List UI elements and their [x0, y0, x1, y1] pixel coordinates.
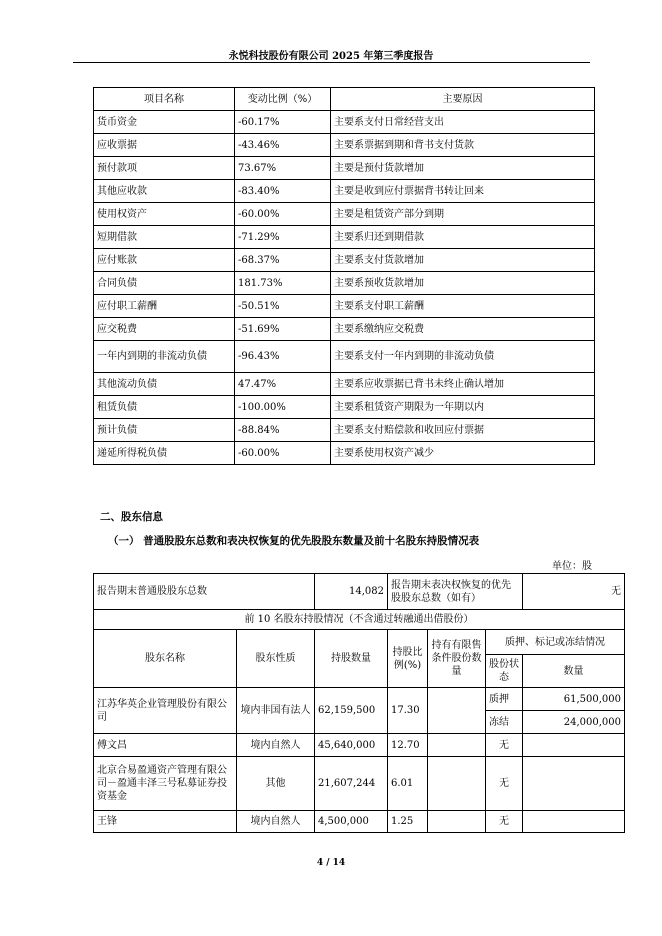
- holder-name: 北京合易盈通资产管理有限公司－盈通丰泽三号私募证券投资基金: [94, 757, 237, 811]
- holder-ratio: 1.25: [388, 811, 428, 833]
- row-reason: 主要系使用权资产减少: [331, 442, 595, 465]
- row-item-name: 使用权资产: [94, 203, 235, 226]
- col-header-status: 股份状态: [486, 655, 523, 688]
- header-divider: [73, 62, 590, 63]
- holder-qty: [523, 734, 625, 757]
- row-reason: 主要系支付一年内到期的非流动负债: [331, 341, 595, 373]
- row-change-ratio: -96.43%: [235, 341, 331, 373]
- row-reason: 主要系预收货款增加: [331, 272, 595, 295]
- page-header-title: 永悦科技股份有限公司 2025 年第三季度报告: [228, 51, 434, 62]
- unit-label: 单位：股: [552, 561, 592, 572]
- table-row: [94, 574, 625, 610]
- row-change-ratio: 181.73%: [235, 272, 331, 295]
- row-item-name: 递延所得税负债: [94, 442, 235, 465]
- col-header-ratio: 持股比例(%): [388, 630, 428, 688]
- holder-restricted: [428, 811, 486, 833]
- row-item-name: 租赁负债: [94, 396, 235, 419]
- holder-status: 质押: [486, 688, 523, 711]
- row-reason: 主要系缴纳应交税费: [331, 318, 595, 341]
- table-row: [94, 180, 595, 203]
- col-header-restricted: 持有有限售条件股份数量: [428, 630, 486, 688]
- row-item-name: 预计负债: [94, 419, 235, 442]
- holder-name: 傅文昌: [94, 734, 237, 757]
- table-row: [94, 734, 625, 757]
- row-change-ratio: 73.67%: [235, 157, 331, 180]
- col-header-qty: 数量: [523, 655, 625, 688]
- holder-ratio: 17.30: [388, 688, 428, 734]
- row-item-name: 应付账款: [94, 249, 235, 272]
- row-change-ratio: -68.37%: [235, 249, 331, 272]
- table-row: [94, 111, 595, 134]
- row-change-ratio: 47.47%: [235, 373, 331, 396]
- row-reason: 主要系支付赔偿款和收回应付票据: [331, 419, 595, 442]
- holder-shares: 4,500,000: [315, 811, 388, 833]
- table-row: [94, 442, 595, 465]
- table-row: [94, 688, 625, 711]
- table-row: [94, 249, 595, 272]
- row-item-name: 合同负债: [94, 272, 235, 295]
- holder-restricted: [428, 688, 486, 734]
- changes-table: [93, 87, 595, 465]
- table-row: [94, 811, 625, 833]
- table-row: [94, 419, 595, 442]
- row-reason: 主要系票据到期和背书支付货款: [331, 134, 595, 157]
- table-row: [94, 157, 595, 180]
- holder-status: 无: [486, 734, 523, 757]
- holder-name: 王锋: [94, 811, 237, 833]
- holder-ratio: 12.70: [388, 734, 428, 757]
- holder-qty: [523, 757, 625, 811]
- holder-shares: 62,159,500: [315, 688, 388, 734]
- row-reason: 主要系应收票据已背书未终止确认增加: [331, 373, 595, 396]
- section-title: 二、股东信息: [100, 511, 163, 523]
- row-reason: 主要是租赁资产部分到期: [331, 203, 595, 226]
- row-change-ratio: -60.00%: [235, 203, 331, 226]
- row-item-name: 其他流动负债: [94, 373, 235, 396]
- table-row: [94, 757, 625, 811]
- row-change-ratio: -51.69%: [235, 318, 331, 341]
- holder-nature: 其他: [237, 757, 315, 811]
- holder-qty: 24,000,000: [523, 711, 625, 734]
- row-change-ratio: -60.00%: [235, 442, 331, 465]
- table-row: [94, 295, 595, 318]
- col-header-shares: 持股数量: [315, 630, 388, 688]
- row-change-ratio: -71.29%: [235, 226, 331, 249]
- col-header-item: 项目名称: [94, 88, 235, 111]
- table-row: [94, 373, 595, 396]
- holder-name: 江苏华英企业管理股份有限公司: [94, 688, 237, 734]
- row-reason: 主要系支付货款增加: [331, 249, 595, 272]
- table-row: [94, 318, 595, 341]
- row-reason: 主要是预付货款增加: [331, 157, 595, 180]
- holder-restricted: [428, 757, 486, 811]
- table-row: [94, 610, 625, 630]
- row-change-ratio: -50.51%: [235, 295, 331, 318]
- col-header-reason: 主要原因: [331, 88, 595, 111]
- row-item-name: 一年内到期的非流动负债: [94, 341, 235, 373]
- col-header-ratio: 变动比例（%）: [235, 88, 331, 111]
- shareholders-table: [93, 573, 625, 833]
- page-number: 4 / 14: [316, 858, 346, 868]
- row-reason: 主要系支付日常经营支出: [331, 111, 595, 134]
- total-holders-value: 14,082: [315, 574, 388, 610]
- row-reason: 主要系归还到期借款: [331, 226, 595, 249]
- row-reason: 主要是收到应付票据背书转让回来: [331, 180, 595, 203]
- row-change-ratio: -100.00%: [235, 396, 331, 419]
- table-row: [94, 203, 595, 226]
- row-item-name: 短期借款: [94, 226, 235, 249]
- table-header-row: [94, 630, 625, 655]
- row-reason: 主要系支付职工薪酬: [331, 295, 595, 318]
- holder-shares: 45,640,000: [315, 734, 388, 757]
- col-header-nature: 股东性质: [237, 630, 315, 688]
- holder-shares: 21,607,244: [315, 757, 388, 811]
- col-header-name: 股东名称: [94, 630, 237, 688]
- table-header-row: [94, 88, 595, 111]
- holder-qty: [523, 811, 625, 833]
- holder-qty: 61,500,000: [523, 688, 625, 711]
- table-row: [94, 226, 595, 249]
- holder-nature: 境内自然人: [237, 811, 315, 833]
- top10-title: 前 10 名股东持股情况（不含通过转融通出借股份）: [94, 610, 625, 630]
- holder-restricted: [428, 734, 486, 757]
- holder-status: 无: [486, 757, 523, 811]
- row-item-name: 应交税费: [94, 318, 235, 341]
- holder-nature: 境内非国有法人: [237, 688, 315, 734]
- row-item-name: 预付款项: [94, 157, 235, 180]
- table-row: [94, 396, 595, 419]
- pref-holders-label: 报告期末表决权恢复的优先股股东总数（如有）: [388, 574, 523, 610]
- holder-nature: 境内自然人: [237, 734, 315, 757]
- pref-holders-value: 无: [523, 574, 625, 610]
- row-item-name: 货币资金: [94, 111, 235, 134]
- table-row: [94, 134, 595, 157]
- row-item-name: 应收票据: [94, 134, 235, 157]
- holder-status: 冻结: [486, 711, 523, 734]
- row-item-name: 应付职工薪酬: [94, 295, 235, 318]
- section-subtitle: （一） 普通股股东总数和表决权恢复的优先股股东数量及前十名股东持股情况表: [108, 535, 480, 547]
- col-header-pledge: 质押、标记或冻结情况: [486, 630, 625, 655]
- row-change-ratio: -88.84%: [235, 419, 331, 442]
- row-item-name: 其他应收款: [94, 180, 235, 203]
- total-holders-label: 报告期末普通股股东总数: [94, 574, 315, 610]
- table-row: [94, 341, 595, 373]
- row-reason: 主要系租赁资产期限为一年期以内: [331, 396, 595, 419]
- row-change-ratio: -60.17%: [235, 111, 331, 134]
- holder-ratio: 6.01: [388, 757, 428, 811]
- row-change-ratio: -43.46%: [235, 134, 331, 157]
- row-change-ratio: -83.40%: [235, 180, 331, 203]
- table-row: [94, 272, 595, 295]
- holder-status: 无: [486, 811, 523, 833]
